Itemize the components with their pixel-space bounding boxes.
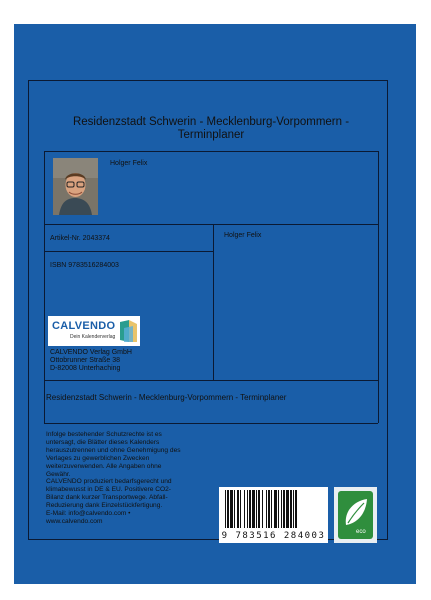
legal-line: Infolge bestehender Schutzrechte ist es (46, 431, 162, 438)
divider (44, 151, 45, 380)
binding-hole (295, 10, 305, 20)
barcode-bar (266, 490, 267, 528)
barcode-bar (234, 490, 235, 528)
barcode-bar (240, 490, 241, 528)
calendar-title-footer: Residenzstadt Schwerin - Mecklenburg-Vorpommern - Terminplaner (46, 393, 287, 402)
legal-line: weiterzuverwenden. Alle Angaben ohne (46, 462, 162, 470)
legal-line: untersagt, die Blätter dieses Kalenders (46, 438, 160, 446)
binding-hole (47, 10, 57, 20)
barcode-bar (290, 490, 292, 528)
legal-line: Gewähr. (46, 470, 71, 478)
barcode-bar (295, 490, 297, 528)
divider (44, 224, 378, 225)
calvendo-mark-icon (120, 320, 137, 342)
binding-hole (31, 10, 41, 20)
publisher-line1: CALVENDO Verlag GmbH (50, 349, 132, 356)
binding-hole (146, 10, 156, 20)
legal-line: CALVENDO produziert bedarfsgerecht und (46, 478, 172, 486)
binding-hole (311, 10, 321, 20)
barcode-bar (230, 490, 233, 528)
barcode-bar (262, 490, 263, 528)
barcode-bar (278, 490, 279, 528)
author-photo (53, 158, 98, 215)
logo-tagline: Dein Kalenderverlag (70, 334, 116, 340)
barcode-digits: 9 783516 284003 (221, 531, 326, 541)
calendar-title-line2: Terminplaner (177, 129, 245, 141)
isbn: ISBN 9783516284003 (50, 262, 119, 269)
barcode-bar (247, 490, 248, 528)
binding-hole (410, 10, 420, 20)
binding-hole (344, 10, 354, 20)
legal-line: E-Mail: info@calvendo.com • (46, 510, 131, 518)
legal-line: www.calvendo.com (46, 517, 103, 525)
eco-badge-panel (338, 491, 373, 539)
publisher-line2: Ottobrunner Straße 38 (50, 357, 121, 364)
binding-hole (14, 10, 24, 20)
divider (44, 380, 378, 381)
binding-hole (212, 10, 222, 20)
barcode-bar (237, 490, 239, 528)
barcode-bar (281, 490, 282, 528)
binding-hole (97, 10, 107, 20)
binding-hole (113, 10, 123, 20)
barcode-bar (258, 490, 260, 528)
divider (213, 224, 214, 380)
calendar-title (44, 116, 378, 142)
author-portrait-icon (53, 158, 98, 215)
binding-hole (394, 10, 404, 20)
publisher-line3: D-82008 Unterhaching (50, 365, 121, 372)
barcode-bar (268, 490, 270, 528)
divider (44, 251, 213, 252)
binding-hole (196, 10, 206, 20)
barcode-bar (252, 490, 255, 528)
author-name: Holger Felix (110, 160, 148, 167)
binding-hole (278, 10, 288, 20)
binding-hole (163, 10, 173, 20)
barcode-bars-icon (219, 487, 328, 531)
binding-hole (361, 10, 371, 20)
legal-line: Verlages zu gewerblichen Zwecken (46, 454, 150, 462)
barcode-bar (249, 490, 251, 528)
divider (44, 380, 45, 423)
barcode-bar (271, 490, 272, 528)
barcode-bar (244, 490, 245, 528)
legal-line: Reduzierung dank Einzelstückfertigung. (46, 502, 163, 510)
binding-hole (64, 10, 74, 20)
legal-line: herauszutrennen und ohne Genehmigung des (46, 446, 181, 454)
legal-line: klimabewusst in DE & EU. Positivere CO2- (46, 486, 171, 494)
barcode-bar (256, 490, 257, 528)
binding-hole (377, 10, 387, 20)
barcode-bar (283, 490, 285, 528)
article-number: Artikel-Nr. 2043374 (50, 235, 110, 242)
eco-badge (334, 487, 377, 543)
binding-hole (328, 10, 338, 20)
divider (44, 423, 378, 424)
binding-hole (80, 10, 90, 20)
calvendo-logo (48, 316, 140, 346)
binding-hole (229, 10, 239, 20)
barcode-bar (274, 490, 277, 528)
divider (378, 380, 379, 423)
binding-hole (130, 10, 140, 20)
barcode-bar (227, 490, 229, 528)
eco-label: eco (356, 529, 366, 535)
logo-wordmark: CALVENDO (52, 320, 116, 332)
binding-hole (262, 10, 272, 20)
legal-notice (46, 431, 218, 526)
barcode-bar (286, 490, 289, 528)
legal-line: Bilanz dank kurzer Transportwege. Abfall- (46, 494, 168, 502)
barcode (219, 487, 328, 543)
calendar-title-line1: Residenzstadt Schwerin - Mecklenburg-Vorpommern - (72, 116, 350, 128)
binding-hole (245, 10, 255, 20)
barcode-bar (225, 490, 226, 528)
barcode-bar (293, 490, 294, 528)
binding-hole (179, 10, 189, 20)
divider (378, 151, 379, 380)
divider (44, 151, 378, 152)
author-name-side: Holger Felix (224, 232, 262, 239)
